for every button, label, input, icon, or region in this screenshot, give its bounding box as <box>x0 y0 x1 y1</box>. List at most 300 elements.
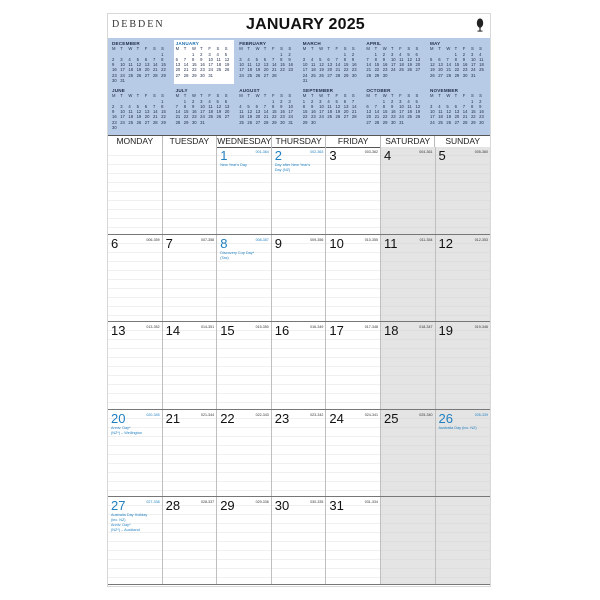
empty-day-cell <box>108 147 163 234</box>
day-of-year-code: 014-351 <box>200 325 215 330</box>
mini-day: 18 <box>438 114 443 120</box>
mini-month-march <box>301 40 361 84</box>
mini-day <box>288 73 296 78</box>
mini-day: 11 <box>216 56 221 62</box>
mini-weekday-label: T <box>120 46 123 52</box>
mini-day: 1 <box>280 51 283 57</box>
mini-weekday-label: M <box>302 93 307 99</box>
mini-day: 8 <box>191 56 195 62</box>
mini-day: 9 <box>112 62 115 68</box>
mini-day: 7 <box>263 103 267 109</box>
day-cell[interactable] <box>163 235 218 322</box>
mini-day: 23 <box>462 67 468 73</box>
day-number: 19 <box>438 323 453 339</box>
mini-day: 29 <box>271 119 277 125</box>
mini-day: 23 <box>112 119 117 125</box>
mini-day: 4 <box>438 103 441 109</box>
mini-day: 30 <box>112 78 117 84</box>
mini-day: 13 <box>175 62 181 68</box>
mini-weekday-label: M <box>302 46 307 52</box>
day-number: 23 <box>274 410 290 426</box>
day-cell[interactable] <box>326 410 381 497</box>
mini-weekday-label: M <box>366 93 370 99</box>
mini-day <box>336 120 344 125</box>
mini-day: 29 <box>302 119 308 125</box>
mini-day <box>128 78 136 83</box>
day-number: 1 <box>220 148 228 163</box>
mini-day: 21 <box>374 114 380 120</box>
mini-day: 28 <box>175 119 181 125</box>
mini-weekday-label: T <box>200 93 203 99</box>
mini-day: 3 <box>120 56 123 62</box>
mini-day: 25 <box>128 119 134 125</box>
mini-weekday-label: T <box>136 93 140 99</box>
day-of-year-code: 025-340 <box>419 412 433 417</box>
mini-day: 26 <box>247 119 253 125</box>
day-cell[interactable] <box>163 410 218 497</box>
day-cell[interactable] <box>217 147 272 234</box>
mini-day: 26 <box>224 67 230 73</box>
weekday-label-thursday: THURSDAY <box>272 136 327 147</box>
mini-day: 10 <box>200 103 205 109</box>
day-number: 25 <box>384 410 399 426</box>
day-cell[interactable] <box>436 235 491 322</box>
day-number: 10 <box>329 235 344 251</box>
mini-day: 27 <box>255 119 261 125</box>
mini-day: 15 <box>271 109 277 115</box>
tree-logo-icon <box>476 18 484 32</box>
mini-day: 2 <box>310 98 314 104</box>
day-number: 16 <box>274 323 290 339</box>
mini-day: 19 <box>415 109 421 115</box>
mini-day: 3 <box>302 56 306 62</box>
mini-weekday-label: S <box>407 46 411 52</box>
mini-day: 13 <box>144 62 150 68</box>
day-number: 5 <box>438 148 446 163</box>
mini-day: 14 <box>183 62 189 68</box>
month-title: JANUARY 2025 <box>246 16 365 33</box>
mini-weekday-label: S <box>343 93 347 99</box>
mini-day <box>137 125 145 130</box>
mini-day: 23 <box>310 114 316 120</box>
holiday-note: Anniv. Day* <box>111 523 131 528</box>
week-row <box>108 497 490 585</box>
mini-day: 19 <box>319 67 324 73</box>
day-cell[interactable] <box>217 235 272 322</box>
empty-day-cell <box>381 497 436 584</box>
holiday-note: Australia Day (inc. NZ) <box>438 425 477 430</box>
mini-weekday-label: S <box>216 93 220 99</box>
mini-day: 19 <box>224 62 230 68</box>
day-cell[interactable] <box>163 322 218 409</box>
mini-day: 17 <box>470 62 476 68</box>
mini-day: 12 <box>224 56 230 62</box>
mini-month-may <box>428 40 488 84</box>
mini-day: 12 <box>136 62 142 68</box>
day-cell[interactable] <box>436 322 491 409</box>
mini-weekday-label: M <box>175 46 180 52</box>
mini-day <box>217 120 225 125</box>
mini-day <box>208 120 216 125</box>
mini-day: 30 <box>479 119 484 125</box>
mini-weekday-label: F <box>462 93 466 99</box>
mini-day: 9 <box>382 56 386 62</box>
mini-day: 16 <box>351 62 357 68</box>
mini-weekday-label: S <box>288 93 292 99</box>
day-cell[interactable] <box>217 497 272 584</box>
mini-month-name: JUNE <box>112 88 126 93</box>
day-of-year-code: 030-335 <box>310 500 324 505</box>
mini-day: 12 <box>216 103 222 109</box>
day-number: 12 <box>438 235 453 251</box>
day-cell[interactable] <box>436 410 491 497</box>
mini-day: 30 <box>191 119 197 125</box>
mini-day: 7 <box>374 103 377 109</box>
mini-month-january <box>174 40 234 84</box>
day-cell[interactable] <box>272 147 327 234</box>
mini-day: 23 <box>479 114 484 120</box>
day-cell[interactable] <box>381 235 436 322</box>
mini-weekday-label: S <box>224 46 228 52</box>
mini-day: 25 <box>479 67 484 73</box>
mini-day: 4 <box>239 103 242 109</box>
week-row <box>108 235 490 323</box>
mini-day <box>137 78 145 83</box>
day-cell[interactable] <box>326 497 381 584</box>
mini-day <box>153 125 161 130</box>
mini-day <box>416 73 424 78</box>
mini-day: 30 <box>351 72 357 78</box>
mini-day: 26 <box>136 119 142 125</box>
mini-day: 5 <box>446 103 449 109</box>
mini-day: 14 <box>175 109 181 115</box>
mini-day: 28 <box>335 72 341 78</box>
day-number: 28 <box>165 498 181 514</box>
mini-weekday-label: S <box>351 46 355 52</box>
mini-day: 25 <box>247 72 253 78</box>
mini-day: 1 <box>191 51 195 57</box>
mini-weekday-label: S <box>280 93 283 99</box>
mini-day: 26 <box>335 114 341 120</box>
mini-day: 3 <box>319 98 322 104</box>
month-grid <box>108 147 490 586</box>
mini-week-row <box>364 120 424 125</box>
day-cell[interactable] <box>272 235 327 322</box>
mini-month-november <box>428 87 488 131</box>
mini-day: 8 <box>161 56 164 62</box>
mini-day: 26 <box>407 67 412 73</box>
mini-day <box>399 73 407 78</box>
mini-day: 15 <box>161 62 166 68</box>
mini-day: 2 <box>382 51 386 57</box>
mini-day: 19 <box>335 109 341 115</box>
day-cell[interactable] <box>272 322 327 409</box>
day-of-year-code: 015-350 <box>255 325 269 330</box>
mini-weekday-label: T <box>263 46 267 52</box>
mini-weekday-label: M <box>112 93 116 99</box>
day-number: 20 <box>111 410 126 426</box>
day-cell[interactable] <box>108 410 163 497</box>
mini-weekday-label: T <box>327 93 330 99</box>
mini-day: 18 <box>399 62 404 68</box>
mini-day: 9 <box>390 103 394 109</box>
mini-day: 18 <box>239 114 244 120</box>
mini-day: 20 <box>144 114 150 120</box>
mini-weekday-label: W <box>128 46 133 52</box>
mini-day <box>319 120 327 125</box>
mini-day: 8 <box>454 56 457 62</box>
mini-day: 18 <box>247 67 253 73</box>
mini-day: 10 <box>120 109 125 115</box>
mini-day: 10 <box>390 56 396 62</box>
mini-day: 30 <box>310 119 316 125</box>
day-of-year-code: 010-355 <box>364 237 378 242</box>
day-cell[interactable] <box>272 410 327 497</box>
mini-day: 4 <box>216 51 219 57</box>
day-cell[interactable] <box>108 235 163 322</box>
mini-day: 25 <box>407 114 412 120</box>
mini-day: 9 <box>310 103 314 109</box>
mini-day: 28 <box>263 119 269 125</box>
mini-month-september <box>301 87 361 131</box>
mini-day: 21 <box>183 67 189 73</box>
mini-day: 23 <box>112 72 117 78</box>
day-cell[interactable] <box>217 322 272 409</box>
mini-day: 20 <box>224 109 230 115</box>
mini-month-name: APRIL <box>366 41 382 46</box>
mini-weekday-label: T <box>200 46 203 52</box>
mini-month-april <box>364 40 424 84</box>
mini-day: 10 <box>319 103 324 109</box>
mini-day: 28 <box>446 72 452 78</box>
mini-weekday-label: F <box>144 46 148 52</box>
mini-day: 25 <box>399 67 404 73</box>
mini-day: 6 <box>454 103 457 109</box>
week-row <box>108 322 490 410</box>
mini-day <box>479 73 487 78</box>
day-cell[interactable] <box>326 322 381 409</box>
day-cell[interactable] <box>326 235 381 322</box>
holiday-note: Day after New Year's <box>274 163 311 167</box>
day-number: 29 <box>220 498 235 514</box>
mini-weekday-label: W <box>382 93 387 99</box>
mini-day <box>225 73 233 78</box>
mini-day: 6 <box>144 56 148 62</box>
mini-day: 23 <box>382 67 388 73</box>
mini-weekday-label: S <box>479 46 482 52</box>
mini-day: 23 <box>200 67 205 73</box>
mini-weekday-label: M <box>239 46 243 52</box>
mini-day <box>280 73 288 78</box>
mini-day: 22 <box>161 114 166 120</box>
mini-day: 10 <box>430 109 435 115</box>
day-cell[interactable] <box>217 410 272 497</box>
day-cell[interactable] <box>108 322 163 409</box>
day-of-year-code: 018-347 <box>419 325 433 330</box>
mini-day: 20 <box>438 67 443 73</box>
day-number: 18 <box>384 323 399 339</box>
mini-day: 12 <box>446 109 452 115</box>
mini-day: 28 <box>271 72 277 78</box>
day-of-year-code: 009-356 <box>310 237 324 242</box>
mini-day: 20 <box>255 114 261 120</box>
mini-day: 10 <box>208 56 214 62</box>
mini-day: 24 <box>208 67 214 73</box>
mini-day: 22 <box>280 67 285 73</box>
mini-day: 28 <box>366 72 372 78</box>
mini-day: 10 <box>120 62 125 68</box>
mini-day: 21 <box>175 114 181 120</box>
mini-day: 5 <box>415 98 418 104</box>
mini-day: 13 <box>263 62 269 68</box>
mini-day: 25 <box>239 119 244 125</box>
empty-day-cell <box>436 497 491 584</box>
day-cell[interactable] <box>326 147 381 234</box>
mini-weekday-label: S <box>407 93 411 99</box>
mini-day: 19 <box>255 67 261 73</box>
day-of-year-code: 013-352 <box>146 325 160 330</box>
mini-day: 3 <box>200 98 203 104</box>
mini-day: 24 <box>302 72 308 78</box>
day-number: 3 <box>329 148 337 163</box>
mini-day: 8 <box>271 103 275 109</box>
mini-day: 28 <box>152 72 158 78</box>
mini-day: 19 <box>247 114 253 120</box>
mini-week-row <box>174 73 234 78</box>
week-row <box>108 410 490 498</box>
day-of-year-code: 021-344 <box>200 412 215 417</box>
mini-day: 13 <box>366 109 372 115</box>
mini-weekday-label: W <box>446 93 451 99</box>
mini-day: 11 <box>438 109 443 115</box>
mini-day: 22 <box>183 114 189 120</box>
mini-month-name: JULY <box>175 88 188 93</box>
day-cell[interactable] <box>108 497 163 584</box>
mini-day: 8 <box>280 56 283 62</box>
mini-weekday-label: W <box>382 46 387 52</box>
mini-day: 18 <box>327 109 333 115</box>
mini-day: 1 <box>343 51 347 57</box>
mini-day: 1 <box>470 98 474 104</box>
mini-day: 25 <box>216 67 222 73</box>
holiday-note: Anniv. Day* <box>111 425 131 430</box>
mini-day: 18 <box>128 114 134 120</box>
mini-day: 12 <box>430 62 435 68</box>
mini-day: 14 <box>335 62 341 68</box>
mini-weekday-label: W <box>255 46 260 52</box>
mini-day: 13 <box>144 109 150 115</box>
mini-day: 8 <box>374 56 377 62</box>
day-of-year-code: 023-342 <box>310 412 324 417</box>
mini-day <box>416 120 424 125</box>
mini-day: 12 <box>255 62 261 68</box>
mini-day: 2 <box>112 103 115 109</box>
day-cell[interactable] <box>381 322 436 409</box>
mini-day: 17 <box>288 109 293 115</box>
mini-day: 14 <box>366 62 372 68</box>
mini-day: 6 <box>144 103 148 109</box>
mini-day <box>327 120 335 125</box>
mini-day: 11 <box>327 103 332 109</box>
mini-day: 18 <box>479 62 484 68</box>
mini-day: 31 <box>120 78 125 84</box>
mini-day: 24 <box>399 114 404 120</box>
mini-day: 17 <box>239 67 244 73</box>
mini-weekday-label: M <box>430 46 434 52</box>
mini-weekday-label: S <box>161 93 164 99</box>
mini-day: 8 <box>382 103 386 109</box>
mini-week-row <box>301 78 361 83</box>
day-of-year-code: 024-341 <box>364 412 378 417</box>
mini-weekday-label: W <box>446 46 451 52</box>
mini-week-row <box>110 125 170 130</box>
weekday-label-saturday: SATURDAY <box>381 136 436 147</box>
day-cell[interactable] <box>163 497 218 584</box>
mini-day: 20 <box>144 67 150 73</box>
mini-day: 17 <box>120 114 125 120</box>
weekday-label-wednesday: WEDNESDAY <box>217 136 272 146</box>
mini-day: 6 <box>263 56 267 62</box>
mini-day: 5 <box>335 98 338 104</box>
mini-day: 17 <box>390 62 396 68</box>
day-cell[interactable] <box>381 410 436 497</box>
mini-day: 28 <box>183 72 189 78</box>
mini-day: 29 <box>382 119 388 125</box>
mini-weekday-label: W <box>255 93 260 99</box>
holiday-note: (Tas) <box>220 255 229 260</box>
mini-day <box>336 78 344 83</box>
mini-day: 22 <box>454 67 460 73</box>
mini-day: 24 <box>319 114 324 120</box>
mini-weekday-label: T <box>247 93 250 99</box>
mini-day: 3 <box>288 98 291 104</box>
mini-day: 15 <box>191 62 197 68</box>
mini-day: 21 <box>152 67 158 73</box>
mini-day: 5 <box>216 98 219 104</box>
mini-day: 16 <box>479 109 484 115</box>
day-cell[interactable] <box>272 497 327 584</box>
mini-day: 27 <box>454 119 460 125</box>
day-cell[interactable] <box>381 147 436 234</box>
mini-day: 10 <box>470 56 476 62</box>
mini-day: 13 <box>438 62 443 68</box>
mini-day: 7 <box>175 103 178 109</box>
mini-day: 29 <box>161 119 166 125</box>
mini-month-name: DECEMBER <box>112 41 140 46</box>
mini-day: 29 <box>161 72 166 78</box>
mini-day: 17 <box>319 109 324 115</box>
day-of-year-code: 003-362 <box>364 150 378 154</box>
mini-day: 12 <box>319 62 324 68</box>
day-number: 15 <box>220 323 235 339</box>
mini-day: 18 <box>216 62 222 68</box>
mini-day: 2 <box>390 98 394 104</box>
mini-day: 28 <box>152 119 158 125</box>
mini-day: 1 <box>271 98 275 104</box>
mini-day: 29 <box>470 119 476 125</box>
day-cell[interactable] <box>436 147 491 234</box>
day-of-year-code: 026-339 <box>474 412 488 417</box>
mini-day: 28 <box>374 119 380 125</box>
mini-day: 7 <box>152 103 156 109</box>
mini-day: 13 <box>255 109 261 115</box>
mini-week-row <box>174 120 234 125</box>
mini-day: 16 <box>310 109 316 115</box>
mini-day: 29 <box>454 72 460 78</box>
mini-day: 31 <box>208 72 214 78</box>
mini-day: 15 <box>374 62 380 68</box>
mini-day: 20 <box>415 62 421 68</box>
